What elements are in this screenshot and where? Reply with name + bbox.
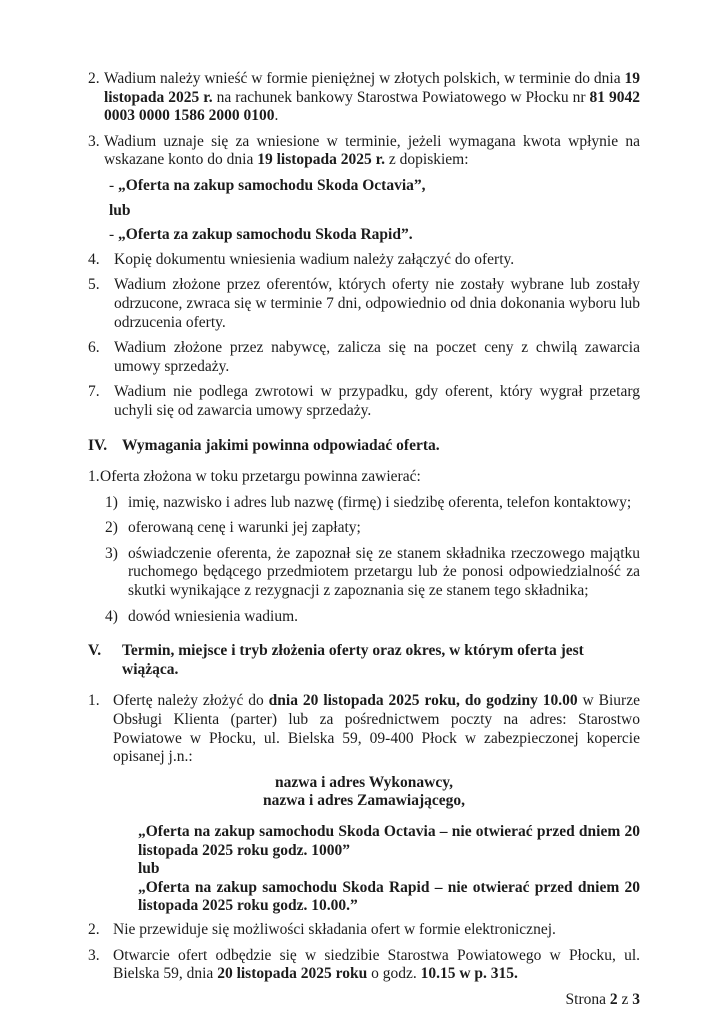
sub-item-1	[105, 494, 640, 513]
document-content	[88, 70, 640, 1009]
item-number: 5.	[88, 276, 100, 294]
list-item-wadium-5	[88, 276, 640, 332]
item-number: 3.	[88, 132, 100, 150]
or-separator: lub	[138, 860, 160, 878]
sub-item-number: 3)	[105, 544, 118, 562]
item-number: 1.	[88, 468, 100, 486]
envelope-inscription-block	[138, 823, 640, 916]
list-item-wadium-6	[88, 339, 640, 376]
item-text: Wadium nie podlega zwrotowi w przypadku, gdy oferent, który wygrał przetarg uchyli się od zawarcia umowy sprzedaży.	[114, 383, 640, 419]
item-text: Wadium należy wnieść w formie pieniężnej w złotych polskich, w terminie do dnia 19 listopada 2025 r. na rachunek bankowy Starostwa Powiatowego w Płocku nr 81 9042 0003 0000 1586 2000 0100.	[104, 70, 640, 125]
list-item-offer-requirements	[88, 468, 640, 487]
offer-label-octavia	[109, 177, 640, 196]
envelope-inscription-rapid: „Oferta na zakup samochodu Skoda Rapid – nie otwierać przed dniem 20 listopada 2025 roku godz. 10.00.”	[138, 878, 640, 915]
sub-item-text: imię, nazwisko i adres lub nazwę (firmę) i siedzibę oferenta, telefon kontaktowy;	[128, 493, 632, 511]
sub-item-number: 4)	[105, 607, 118, 625]
or-separator	[109, 202, 640, 221]
item-text: Nie przewiduje się możliwości składania ofert w formie elektronicznej.	[113, 920, 556, 938]
envelope-line-contractor: nazwa i adres Wykonawcy,	[275, 773, 453, 791]
section-title: Termin, miejsce i tryb złożenia oferty oraz okres, w którym oferta jest wiążąca.	[122, 642, 584, 678]
page-number: Strona 2 z 3	[565, 990, 640, 1008]
sub-item-4	[105, 608, 640, 627]
or-text: lub	[109, 201, 131, 219]
list-item-wadium-2	[88, 70, 640, 126]
sub-item-text: oferowaną cenę i warunki jej zapłaty;	[128, 519, 361, 537]
section-heading-iv	[88, 437, 640, 456]
item-text: Oferta złożona w toku przetargu powinna zawierać:	[100, 468, 421, 486]
item-text: Kopię dokumentu wniesienia wadium należy załączyć do oferty.	[114, 250, 515, 268]
offer-label-text: „Oferta za zakup samochodu Skoda Rapid”.	[118, 226, 413, 244]
item-text: Otwarcie ofert odbędzie się w siedzibie Starostwa Powiatowego w Płocku, ul. Bielska 59, dnia 20 listopada 2025 roku o godz. 10.15 w p. 315.	[113, 946, 640, 983]
section-number: IV.	[88, 436, 108, 454]
envelope-line-orderer: nazwa i adres Zamawiającego,	[262, 792, 466, 810]
list-item-wadium-3	[88, 133, 640, 170]
sub-item-number: 1)	[105, 493, 118, 511]
list-item-wadium-4	[88, 251, 640, 270]
sub-item-text: oświadczenie oferenta, że zapoznał się ze stanem składnika rzeczowego majątku ruchomego będącego przedmiotem przetargu lub że ponosi odpowiedzialność za skutki wynikające z rezygnacji z zapoznania się ze stanem tego składnika;	[128, 544, 640, 600]
item-number: 6.	[88, 339, 100, 357]
item-text: Wadium złożone przez oferentów, których oferty nie zostały wybrane lub zostały odrzucone, zwraca się w terminie 7 dni, odpowiednio od dnia dokonania wyboru lub odrzucenia oferty.	[114, 276, 640, 331]
envelope-inscription-octavia: „Oferta na zakup samochodu Skoda Octavia – nie otwierać przed dniem 20 listopada 2025 roku godz. 1000”	[138, 823, 640, 859]
section-heading-v	[88, 642, 640, 679]
dash: -	[109, 226, 119, 244]
item-number: 1.	[88, 692, 100, 710]
list-item-submission-2	[88, 921, 640, 940]
list-item-submission-1	[88, 692, 640, 766]
item-number: 2.	[88, 920, 100, 938]
item-number: 4.	[88, 250, 100, 268]
offer-label-text: „Oferta na zakup samochodu Skoda Octavia”,	[118, 176, 426, 194]
item-number: 3.	[88, 946, 100, 964]
item-number: 7.	[88, 383, 100, 401]
sub-item-2	[105, 519, 640, 538]
item-text: Wadium złożone przez nabywcę, zalicza się na poczet ceny z chwilą zawarcia umowy sprzedaży.	[114, 339, 640, 375]
sub-item-number: 2)	[105, 519, 118, 537]
section-number: V.	[88, 642, 102, 660]
item-text: Wadium uznaje się za wniesione w terminie, jeżeli wymagana kwota wpłynie na wskazane konto do dnia 19 listopada 2025 r. z dopiskiem:	[104, 132, 640, 169]
item-number: 2.	[88, 70, 100, 87]
sub-item-text: dowód wniesienia wadium.	[128, 607, 299, 625]
dash: -	[109, 176, 119, 194]
offer-label-rapid	[109, 226, 640, 245]
sub-item-3	[105, 545, 640, 601]
item-text: Ofertę należy złożyć do dnia 20 listopada 2025 roku, do godziny 10.00 w Biurze Obsługi Klienta (parter) lub za pośrednictwem poczty na adres: Starostwo Powiatowe w Płocku, ul. Bielska 59, 09-400 Płock w zabezpieczonej kopercie opisanej j.n.:	[113, 692, 640, 766]
list-item-wadium-7	[88, 383, 640, 420]
list-item-submission-3	[88, 947, 640, 984]
section-title: Wymagania jakimi powinna odpowiadać oferta.	[122, 436, 440, 454]
